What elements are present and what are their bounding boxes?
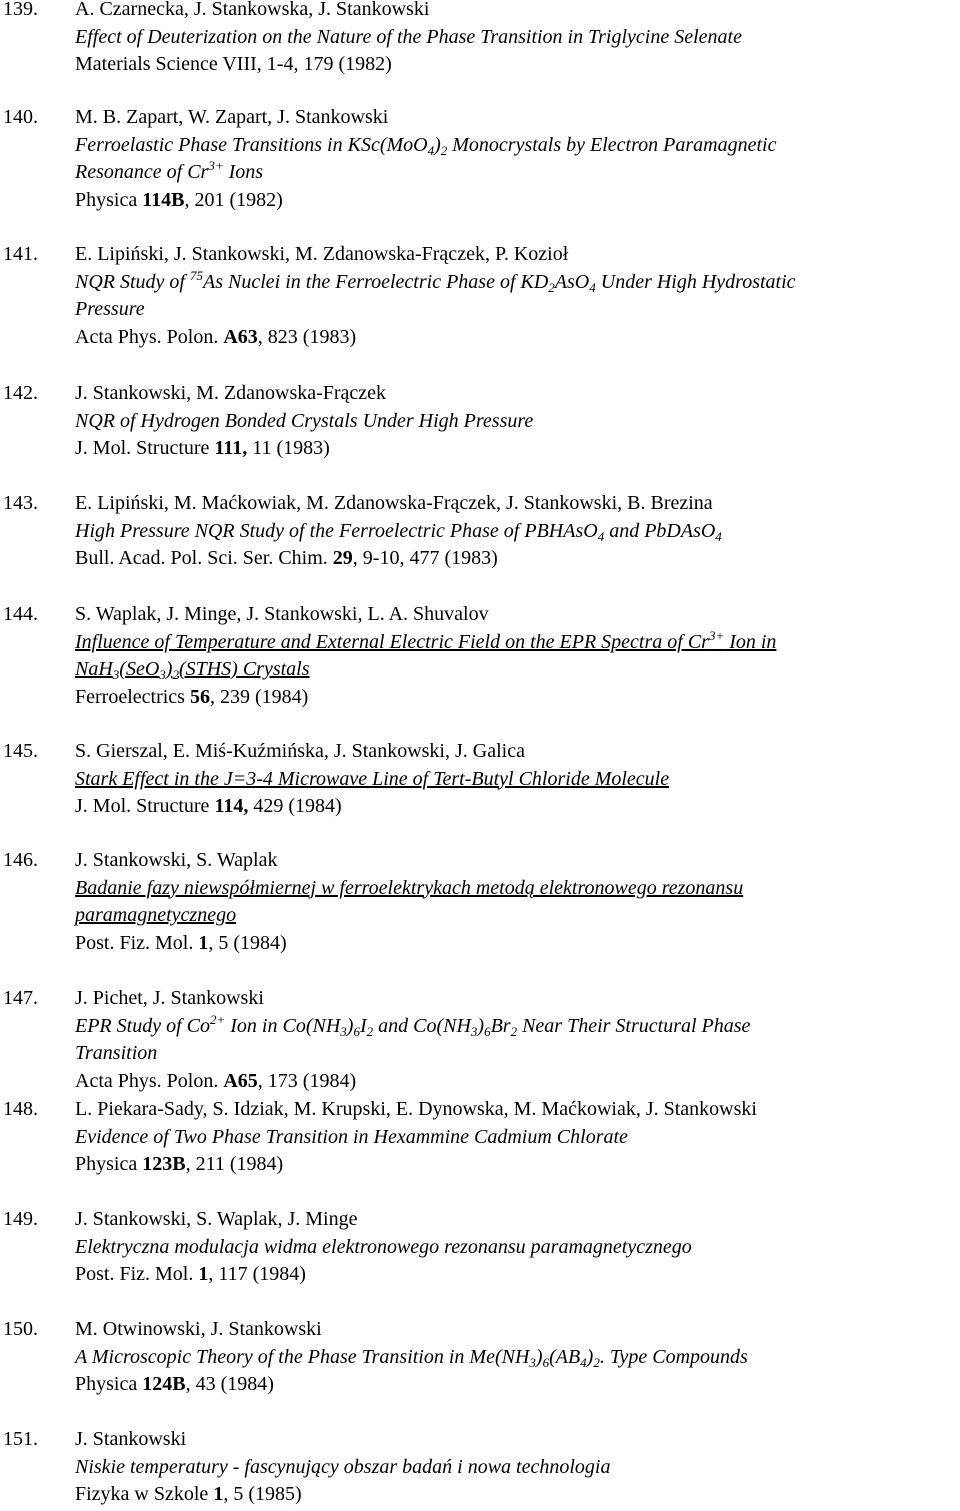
subscript: 3 — [529, 1354, 536, 1370]
entry-source: Materials Science VIII, 1-4, 179 (1982) — [75, 53, 392, 75]
entry-title: Effect of Deuterization on the Nature of the Phase Transition in Triglycine Selenate — [75, 25, 742, 48]
entry-source: Fizyka w Szkole 1, 5 (1985) — [75, 1483, 302, 1505]
entry-number: 140. — [3, 106, 38, 128]
volume: 114, — [214, 795, 249, 817]
entry-title: Badanie fazy niewspółmiernej w ferroelektrykach metodą elektronowego rezonansu paramagnetycznego — [75, 876, 744, 926]
volume: 123B — [142, 1153, 186, 1175]
entry-authors: J. Pichet, J. Stankowski — [75, 987, 264, 1009]
entry-number: 150. — [3, 1318, 38, 1340]
entry-source: J. Mol. Structure 111, 11 (1983) — [75, 437, 330, 459]
entry-authors: E. Lipiński, M. Maćkowiak, M. Zdanowska-Frączek, J. Stankowski, B. Brezina — [75, 492, 713, 514]
entry-source: Physica 114B, 201 (1982) — [75, 188, 283, 211]
subscript: 4 — [580, 1354, 587, 1370]
entry-source: Acta Phys. Polon. A65, 173 (1984) — [75, 1069, 357, 1092]
entry-title: Stark Effect in the J=3-4 Microwave Line of Tert-Butyl Chloride Molecule — [75, 767, 670, 790]
entry-number: 151. — [3, 1428, 38, 1450]
volume: A63 — [223, 325, 258, 348]
entry-title: Ferroelastic Phase Transitions in $KSc(MoO_4)_2$ Monocrystals by Electron Paramagnetic Resonance of $Cr^{3+}$ Ions — [75, 133, 777, 183]
entry-number: 144. — [3, 603, 38, 625]
entry-authors: S. Gierszal, E. Miś-Kuźmińska, J. Stankowski, J. Galica — [75, 740, 525, 762]
superscript: 75 — [190, 267, 203, 283]
entry-authors: E. Lipiński, J. Stankowski, M. Zdanowska-Frączek, P. Kozioł — [75, 243, 569, 265]
superscript: 2+ — [209, 1011, 226, 1027]
entry-authors: J. Stankowski, S. Waplak, J. Minge — [75, 1208, 358, 1230]
entry-authors: M. Otwinowski, J. Stankowski — [75, 1318, 322, 1340]
subscript: 2 — [510, 1023, 518, 1039]
entry-authors: S. Waplak, J. Minge, J. Stankowski, L. A. Shuvalov — [75, 603, 489, 625]
superscript: 3+ — [708, 627, 725, 643]
entry-number: 148. — [3, 1098, 38, 1120]
subscript: 6 — [542, 1354, 550, 1370]
entry-source: Physica 124B, 43 (1984) — [75, 1373, 274, 1395]
volume: 124B — [142, 1373, 186, 1395]
entry-authors: M. B. Zapart, W. Zapart, J. Stankowski — [75, 106, 389, 128]
entry-source: Acta Phys. Polon. A63, 823 (1983) — [75, 325, 357, 348]
entry-number: 141. — [3, 243, 38, 265]
entry-title: Niskie temperatury - fascynujący obszar badań i nowa technologia — [75, 1455, 611, 1478]
entry-authors: L. Piekara-Sady, S. Idziak, M. Krupski, E. Dynowska, M. Maćkowiak, J. Stankowski — [75, 1098, 757, 1120]
volume: 1 — [198, 1263, 209, 1285]
entry-number: 145. — [3, 740, 38, 762]
volume: 56 — [189, 685, 210, 708]
subscript: 2 — [172, 667, 179, 682]
volume: 29 — [332, 547, 353, 569]
entry-number: 149. — [3, 1208, 38, 1230]
subscript: 3 — [159, 667, 166, 682]
subscript: 4 — [427, 142, 435, 158]
subscript: 2 — [593, 1354, 600, 1370]
volume: 114B — [142, 188, 185, 211]
entry-number: 146. — [3, 849, 38, 871]
entry-authors: J. Stankowski — [75, 1428, 187, 1450]
subscript: 4 — [597, 528, 605, 544]
subscript: 6 — [353, 1023, 360, 1039]
entry-authors: J. Stankowski, M. Zdanowska-Frączek — [75, 382, 387, 404]
entry-source: Post. Fiz. Mol. 1, 5 (1984) — [75, 931, 287, 954]
subscript: 2 — [366, 1023, 374, 1039]
entry-number: 139. — [3, 0, 38, 20]
entry-number: 147. — [3, 987, 38, 1009]
entry-number: 143. — [3, 492, 38, 514]
subscript: 4 — [715, 528, 722, 544]
superscript: 3+ — [208, 158, 224, 173]
subscript: 3 — [112, 667, 120, 682]
entry-source: Bull. Acad. Pol. Sci. Ser. Chim. 29, 9-10, 477 (1983) — [75, 547, 498, 569]
entry-title: EPR Study of $Co^{2+}$ Ion in $Co(NH_3)_6I_2$ and $Co(NH_3)_6Br_2$ Near Their Structural Phase Transition — [75, 1011, 751, 1064]
entry-title: Evidence of Two Phase Transition in Hexammine Cadmium Chlorate — [75, 1125, 628, 1148]
subscript: 2 — [548, 279, 555, 295]
volume: 1 — [213, 1483, 224, 1505]
entry-title: A Microscopic Theory of the Phase Transition in $Me(NH_3)_6(AB_4)_2$. Type Compounds — [75, 1345, 748, 1370]
entry-source: Post. Fiz. Mol. 1, 117 (1984) — [75, 1263, 306, 1285]
entry-title: NQR Study of $^{75}$As Nuclei in the Ferroelectric Phase of $KD_2AsO_4$ Under High Hydrostatic Pressure — [75, 267, 796, 320]
volume: A65 — [223, 1069, 258, 1092]
entry-title: NQR of Hydrogen Bonded Crystals Under High Pressure — [75, 409, 534, 432]
volume: 1 — [198, 931, 209, 954]
subscript: 2 — [440, 142, 448, 158]
volume: 111, — [214, 437, 248, 459]
subscript: 4 — [589, 279, 596, 295]
entry-source: J. Mol. Structure 114, 429 (1984) — [75, 795, 342, 817]
entry-number: 142. — [3, 382, 38, 404]
entry-source: Physica 123B, 211 (1984) — [75, 1153, 284, 1175]
subscript: 6 — [484, 1023, 491, 1039]
entry-source: Ferroelectrics 56, 239 (1984) — [75, 685, 309, 708]
entry-title: High Pressure NQR Study of the Ferroelectric Phase of PBHAsO$_4$ and PbDAsO$_4$ — [75, 519, 722, 544]
subscript: 3 — [340, 1023, 347, 1039]
subscript: 3 — [470, 1023, 478, 1039]
entry-authors: J. Stankowski, S. Waplak — [75, 849, 278, 871]
entry-title: Influence of Temperature and External Electric Field on the EPR Spectra of $Cr^{3+}$ Ion in $NaH_3(SeO_3)_2(STHS)$ Crystals — [75, 627, 777, 682]
entry-title: Elektryczna modulacja widma elektronowego rezonansu paramagnetycznego — [75, 1235, 692, 1258]
entry-authors: A. Czarnecka, J. Stankowska, J. Stankowski — [75, 0, 430, 20]
